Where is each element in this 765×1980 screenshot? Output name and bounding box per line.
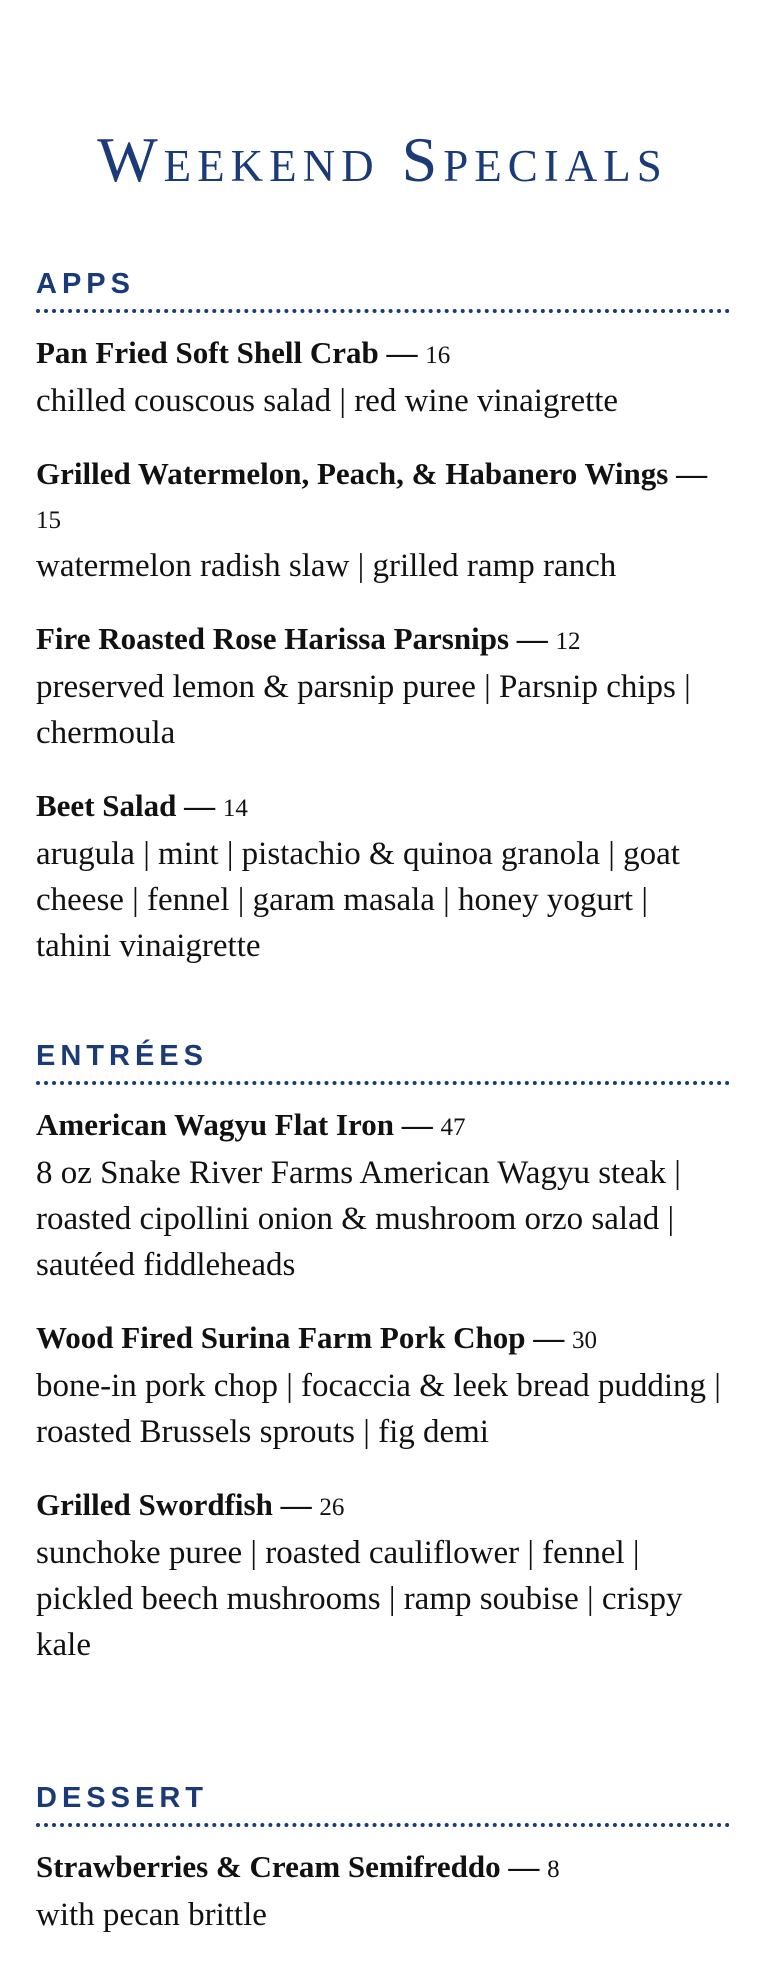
item-name: Grilled Watermelon, Peach, & Habanero Wings xyxy=(36,456,669,491)
item-price: 16 xyxy=(425,342,451,369)
item-name: Grilled Swordfish xyxy=(36,1487,273,1522)
menu-item xyxy=(36,452,730,589)
item-name: Pan Fried Soft Shell Crab xyxy=(36,335,379,370)
menu-item xyxy=(36,1103,730,1288)
section-heading-entrees: ENTRÉES xyxy=(36,1042,730,1085)
item-description: sunchoke puree | roasted cauliflower | fennel | pickled beech mushrooms | ramp soubise | crispy kale xyxy=(36,1535,683,1663)
entrees-items xyxy=(36,1103,730,1668)
item-description: preserved lemon & parsnip puree | Parsnip chips | chermoula xyxy=(36,669,691,751)
item-description: 8 oz Snake River Farms American Wagyu steak | roasted cipollini onion & mushroom orzo salad | sautéed fiddleheads xyxy=(36,1155,681,1283)
item-dash: — xyxy=(280,1487,312,1522)
item-price: 47 xyxy=(440,1114,466,1141)
section-entrees xyxy=(36,1042,730,1696)
item-price: 26 xyxy=(319,1494,345,1521)
item-name: Strawberries & Cream Semifreddo xyxy=(36,1849,501,1884)
menu-item xyxy=(36,331,730,424)
menu-item xyxy=(36,784,730,969)
item-dash: — xyxy=(508,1849,540,1884)
item-description: chilled couscous salad | red wine vinaigrette xyxy=(36,383,619,419)
item-price: 15 xyxy=(36,507,61,534)
item-dash: — xyxy=(533,1320,565,1355)
menu-item xyxy=(36,1845,730,1938)
item-price: 30 xyxy=(571,1327,597,1354)
menu-item xyxy=(36,1316,730,1455)
item-name: Wood Fired Surina Farm Pork Chop xyxy=(36,1320,526,1355)
section-heading-apps: APPS xyxy=(36,270,730,313)
item-description: watermelon radish slaw | grilled ramp ranch xyxy=(36,548,617,584)
item-name: American Wagyu Flat Iron xyxy=(36,1107,394,1142)
item-name: Fire Roasted Rose Harissa Parsnips xyxy=(36,621,510,656)
item-price: 12 xyxy=(555,628,581,655)
item-dash: — xyxy=(516,621,548,656)
menu-item xyxy=(36,617,730,756)
item-dash: — xyxy=(184,788,216,823)
menu-item xyxy=(36,1483,730,1668)
section-heading-dessert: DESSERT xyxy=(36,1784,730,1827)
item-name: Beet Salad xyxy=(36,788,177,823)
item-description: bone-in pork chop | focaccia & leek bread pudding | roasted Brussels sprouts | fig demi xyxy=(36,1368,721,1450)
section-apps xyxy=(36,270,730,997)
item-dash: — xyxy=(386,335,418,370)
item-price: 14 xyxy=(222,795,248,822)
item-dash: — xyxy=(401,1107,433,1142)
section-dessert xyxy=(36,1784,730,1966)
dessert-items xyxy=(36,1845,730,1938)
item-description: with pecan brittle xyxy=(36,1897,267,1933)
item-description: arugula | mint | pistachio & quinoa granola | goat cheese | fennel | garam masala | honey yogurt | tahini vinaigrette xyxy=(36,836,680,964)
item-dash: — xyxy=(676,456,708,491)
apps-items xyxy=(36,331,730,969)
item-price: 8 xyxy=(547,1856,560,1883)
menu-title: Weekend Specials xyxy=(97,124,668,195)
